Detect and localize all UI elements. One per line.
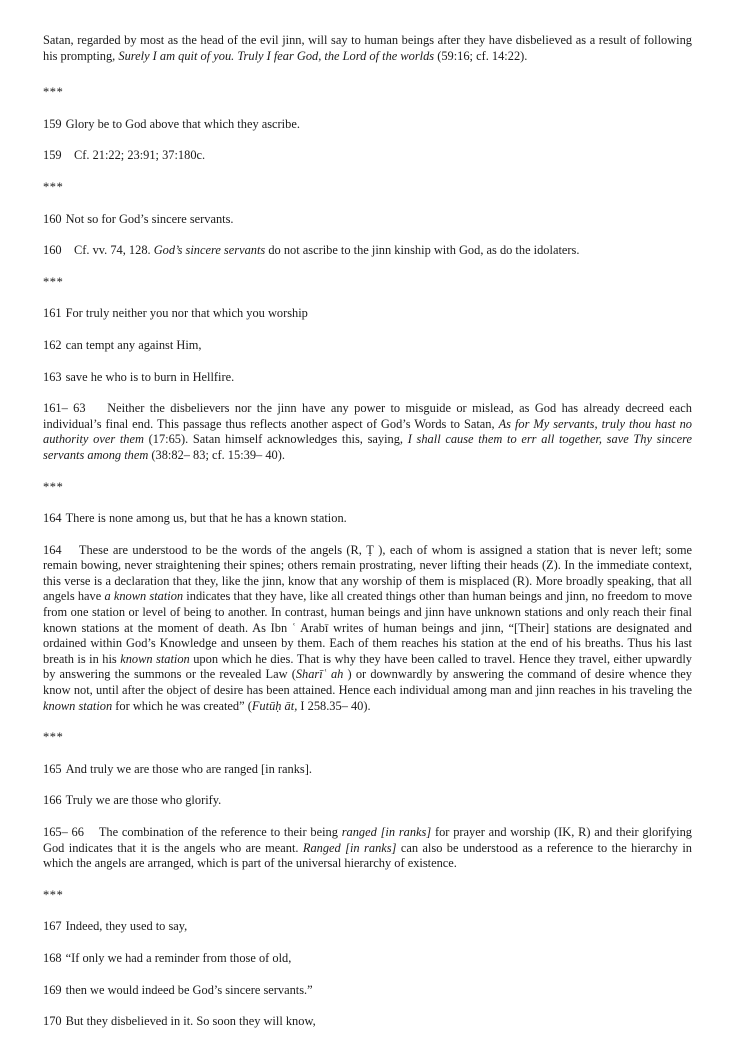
verse-text-168: “If only we had a reminder from those of old, <box>65 950 292 965</box>
verse-number-163: 163 <box>43 369 62 384</box>
commentary-italic-161-1: As for My servants, truly thou hast no authority over them <box>43 416 692 447</box>
commentary-text-159: Cf. 21:22; 23:91; 37:180c. <box>73 148 206 163</box>
commentary-text-164-part1: These are understood to be the words of the angels (R, Ṭ ), each of whom is assigned a station that is never left; some remain bowing, never straightening their spines; others remain prostrating, never lifting their heads (Z). In the immediate context, this verse is a declaration that they, like the jinn, know that any worship of them is misplaced (R). More broadly speaking, that all angels have <box>43 542 693 604</box>
commentary-text-164-part4: ) or downwardly by answering the command of desire whence they know not, until after the object of desire has been attained. Hence each individual among man and jinn reaches in his traveling the <box>43 667 692 698</box>
commentary-italic-164-4: known station <box>43 698 113 713</box>
verse-text-162: can tempt any against Him, <box>65 337 202 352</box>
verse-line-170 <box>43 1014 692 1030</box>
intro-text-part2: (59:16; cf. 14:22). <box>434 48 528 63</box>
commentary-number-161-63: 161– 63 <box>43 401 86 416</box>
verse-line-167 <box>43 919 692 935</box>
verse-number-168: 168 <box>43 950 62 965</box>
section-separator: *** <box>43 887 64 902</box>
section-separator: *** <box>43 179 64 194</box>
verse-text-165: And truly we are those who are ranged [in ranks]. <box>65 761 312 776</box>
verse-line-162 <box>43 338 692 354</box>
commentary-italic-165-2: Ranged [in ranks] <box>302 840 397 855</box>
commentary-gap <box>86 401 108 415</box>
commentary-text-161-part2: (17:65). Satan himself acknowledges this, saying, <box>143 432 408 447</box>
verse-line-160 <box>43 212 692 228</box>
verse-number-160: 160 <box>43 211 62 226</box>
verse-text-163: save he who is to burn in Hellfire. <box>65 369 235 384</box>
commentary-italic-160-1: God’s sincere servants <box>153 243 266 258</box>
verse-text-161: For truly neither you nor that which you worship <box>65 306 308 321</box>
verse-line-165 <box>43 762 692 778</box>
commentary-number-160: 160 <box>43 243 62 258</box>
commentary-gap <box>62 543 79 557</box>
verse-text-169: then we would indeed be God’s sincere servants.” <box>65 982 313 997</box>
commentary-gap <box>84 825 99 839</box>
verse-number-159: 159 <box>43 116 62 131</box>
commentary-text-165-part3: can also be understood as a reference to the hierarchy in which the angels are arranged, which is part of the universal hierarchy of existence. <box>43 840 692 871</box>
verse-text-170: But they disbelieved in it. So soon they will know, <box>65 1014 316 1029</box>
intro-text-part1: Satan, regarded by most as the head of the evil jinn, will say to human beings after they have disbelieved as a result of following his prompting, <box>43 33 692 63</box>
commentary-text-160-part2: do not ascribe to the jinn kinship with God, as do the idolaters. <box>265 243 580 258</box>
verse-number-167: 167 <box>43 919 62 934</box>
verse-line-159 <box>43 117 692 133</box>
commentary-italic-161-2: I shall cause them to err all together, save Thy sincere servants among them <box>43 432 692 462</box>
commentary-159 <box>43 148 692 164</box>
intro-paragraph <box>43 33 692 64</box>
commentary-number-164: 164 <box>43 542 62 557</box>
commentary-text-161-part1: Neither the disbelievers nor the jinn have any power to misguide or mislead, as God has already decreed each individual’s final end. This passage thus reflects another aspect of God’s Words to Satan, <box>43 401 692 431</box>
verse-line-164 <box>43 511 692 527</box>
commentary-text-165-part2: for prayer and worship (IK, R) and their glorifying God indicates that it is the angels who are meant. <box>43 825 692 855</box>
section-separator: *** <box>43 274 64 289</box>
verse-text-166: Truly we are those who glorify. <box>65 793 222 808</box>
verse-text-160: Not so for God’s sincere servants. <box>65 211 234 226</box>
commentary-text-164-part2: indicates that they have, like all created things other than human beings and jinn, no freedom to move from one station or level of being to another. In contrast, human beings and jinn have unknown stations and only reach their final known stations at the moment of death. As Ibn ʿ Arabī writes of human beings and jinn, “[Their] stations are designated and ordained within God’s Knowledge and unseen by them. Each of them reaches his station at the end of his breaths. Thus his last breath is in his <box>43 589 692 666</box>
commentary-161-63 <box>43 401 692 463</box>
commentary-italic-164-1: a known station <box>104 589 184 604</box>
commentary-text-160-part1: Cf. vv. 74, 128. <box>73 243 154 258</box>
commentary-text-161-part3: (38:82– 83; cf. 15:39– 40). <box>148 447 285 462</box>
commentary-italic-165-1: ranged [in ranks] <box>341 825 432 839</box>
verse-text-159: Glory be to God above that which they ascribe. <box>65 116 300 131</box>
verse-number-170: 170 <box>43 1014 62 1029</box>
verse-line-161 <box>43 306 692 322</box>
commentary-italic-164-5: Futūḥ āt, <box>251 698 298 713</box>
verse-number-166: 166 <box>43 793 62 808</box>
verse-text-167: Indeed, they used to say, <box>65 919 188 934</box>
commentary-gap <box>62 243 74 257</box>
commentary-160 <box>43 243 692 259</box>
section-separator: *** <box>43 85 64 100</box>
commentary-italic-164-3: Sharīʿ ah <box>295 667 344 682</box>
commentary-text-164-part3: upon which he dies. That is why they have been called to travel. Hence they travel, either upwardly by answering the summons or the revealed Law ( <box>43 651 693 682</box>
section-separator: *** <box>43 730 64 745</box>
section-separator: *** <box>43 479 64 494</box>
verse-line-169 <box>43 983 692 999</box>
verse-number-165: 165 <box>43 761 62 776</box>
commentary-text-164-part6: I 258.35– 40). <box>297 698 371 713</box>
commentary-text-164-part5: for which he was created” ( <box>112 698 252 713</box>
verse-number-162: 162 <box>43 337 62 352</box>
commentary-text-165-part1: The combination of the reference to their being <box>98 825 342 839</box>
verse-line-168 <box>43 951 692 967</box>
commentary-number-159: 159 <box>43 148 62 163</box>
verse-text-164: There is none among us, but that he has a known station. <box>65 511 347 526</box>
verse-line-163 <box>43 370 692 386</box>
intro-quote: Surely I am quit of you. Truly I fear God, the Lord of the worlds <box>118 48 435 63</box>
commentary-165-66 <box>43 825 692 872</box>
commentary-164 <box>43 543 692 715</box>
commentary-number-165-66: 165– 66 <box>43 825 84 839</box>
verse-line-166 <box>43 793 692 809</box>
verse-number-169: 169 <box>43 982 62 997</box>
commentary-gap <box>62 148 74 162</box>
verse-number-164: 164 <box>43 511 62 526</box>
verse-number-161: 161 <box>43 306 62 321</box>
commentary-italic-164-2: known station <box>120 651 190 666</box>
